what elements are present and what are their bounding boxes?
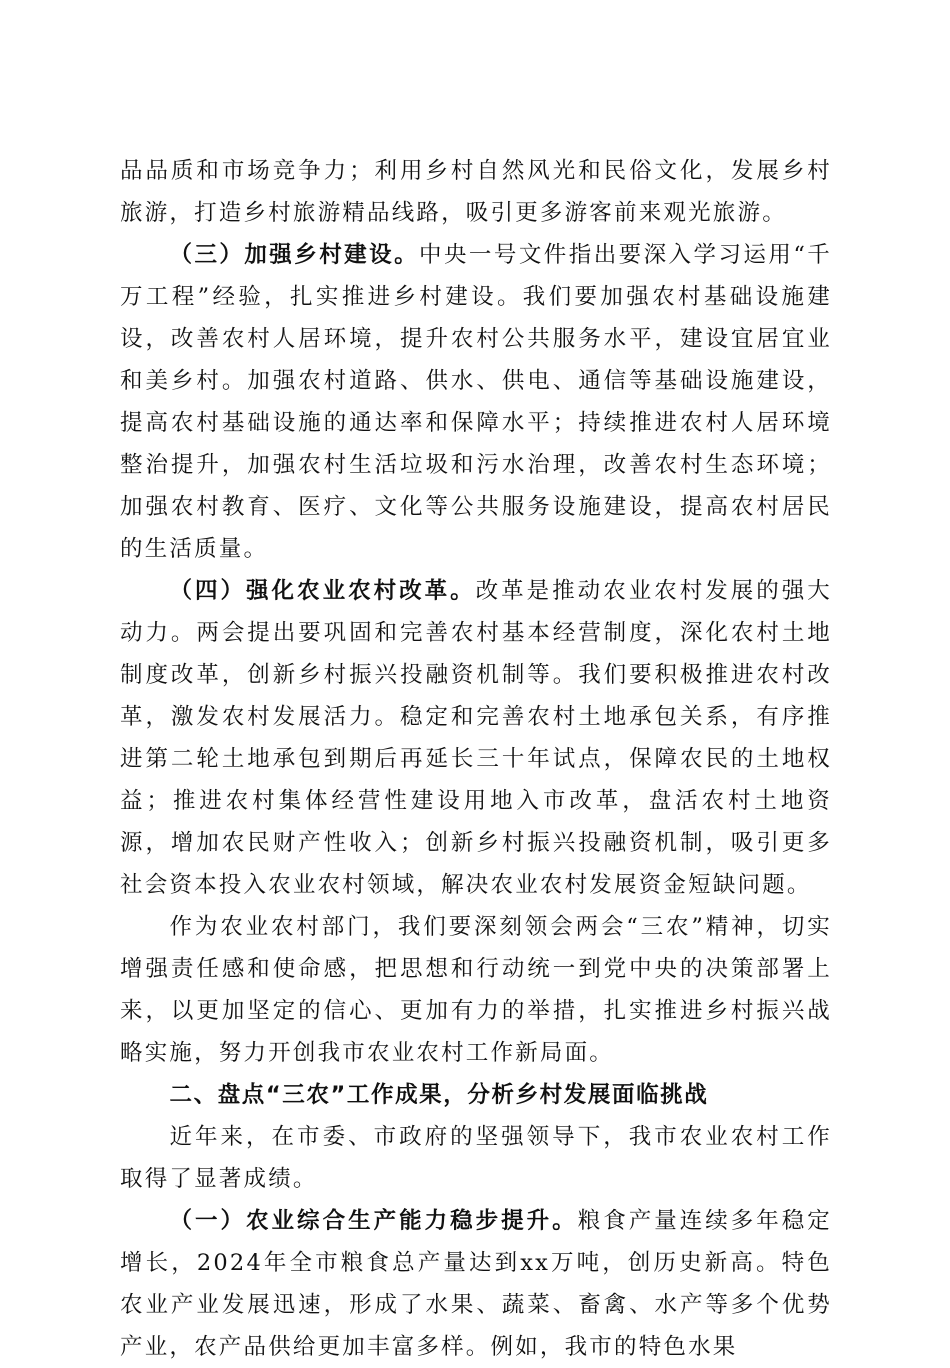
paragraph-text: 品品质和市场竞争力；利用乡村自然风光和民俗文化，发展乡村旅游，打造乡村旅游精品线路，吸引更多游客前来观光旅游。 [120,158,832,226]
paragraph-lead: （一）农业综合生产能力稳步提升。 [169,1208,578,1234]
paragraph-intro [120,1116,832,1200]
paragraph-department-summary [120,906,832,1074]
paragraph-text: 改革是推动农业农村发展的强大动力。两会提出要巩固和完善农村基本经营制度，深化农村土地制度改革，创新乡村振兴投融资机制等。我们要积极推进农村改革，激发农村发展活力。稳定和完善农村土地承包关系，有序推进第二轮土地承包到期后再延长三十年试点，保障农民的土地权益；推进农村集体经营性建设用地入市改革，盘活农村土地资源，增加农民财产性收入；创新乡村振兴投融资机制，吸引更多社会资本投入农业农村领域，解决农业农村发展资金短缺问题。 [120,578,832,898]
paragraph-text: 作为农业农村部门，我们要深刻领会两会“三农”精神，切实增强责任感和使命感，把思想和行动统一到党中央的决策部署上来，以更加坚定的信心、更加有力的举措，扎实推进乡村振兴战略实施，努力开创我市农业农村工作新局面。 [120,914,832,1066]
paragraph-lead: （三）加强乡村建设。 [169,242,420,268]
paragraph-text: 近年来，在市委、市政府的坚强领导下，我市农业农村工作取得了显著成绩。 [120,1124,832,1192]
paragraph-continuation [120,150,832,234]
section-heading [120,1074,832,1116]
paragraph-production-capacity [120,1200,832,1368]
section-heading-text: 二、盘点“三农”工作成果，分析乡村发展面临挑战 [169,1082,709,1108]
document-body [120,150,832,1368]
paragraph-text: 中央一号文件指出要深入学习运用“千万工程”经验，扎实推进乡村建设。我们要加强农村基础设施建设，改善农村人居环境，提升农村公共服务水平，建设宜居宜业和美乡村。加强农村道路、供水、供电、通信等基础设施建设，提高农村基础设施的通达率和保障水平；持续推进农村人居环境整治提升，加强农村生活垃圾和污水治理，改善农村生态环境；加强农村教育、医疗、文化等公共服务设施建设，提高农村居民的生活质量。 [120,242,832,562]
paragraph-agricultural-reform [120,570,832,906]
paragraph-rural-construction [120,234,832,570]
paragraph-lead: （四）强化农业农村改革。 [169,578,476,604]
paragraph-text: 粮食产量连续多年稳定增长，2024年全市粮食总产量达到xx万吨，创历史新高。特色农业产业发展迅速，形成了水果、蔬菜、畜禽、水产等多个优势产业，农产品供给更加丰富多样。例如，我市的特色水果 [120,1208,832,1360]
